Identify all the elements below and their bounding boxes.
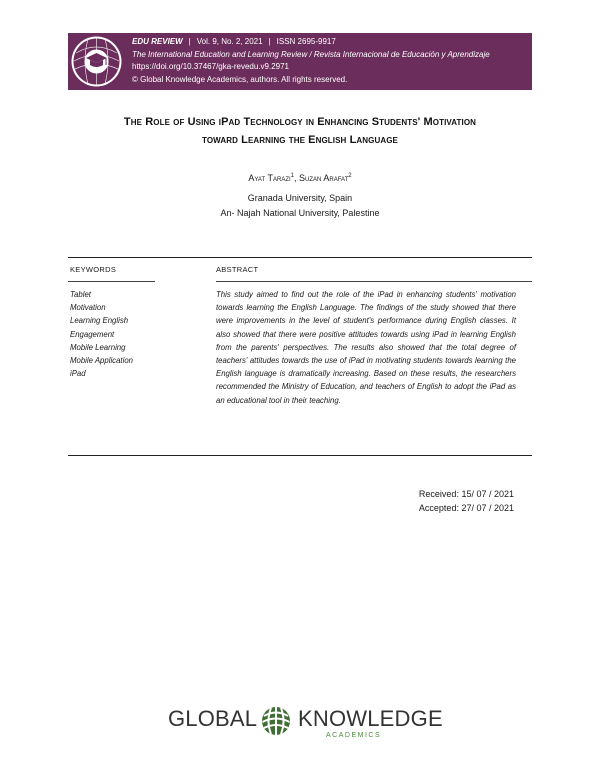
keywords-heading: KEYWORDS <box>70 265 117 274</box>
author-affiliation-marker: 2 <box>348 173 352 179</box>
keywords-rule <box>68 281 155 282</box>
affiliation: Granada University, Spain <box>247 193 353 203</box>
keyword-item: Mobile Learning <box>70 342 126 352</box>
author-affiliation-marker: 1 <box>290 173 295 179</box>
abstract-body: This study aimed to find out the role of the iPad in enhancing students' motivation towards learning the English Language. The findings of the study showed that there were improvements in the level of student's performance during English classes. It also showed that there were positive attitudes towards using iPad in learning English from the parents' perspectives. The results also showed that the total degree of teachers' attitudes towards the use of iPad in motivating students towards learning the English language is dramatically increasing. Based on these results, the researchers recommended the Ministry of Education, and teachers of English to adopt the iPad as an educational tool in their teaching. <box>216 290 516 405</box>
publisher-logo <box>168 705 443 745</box>
keywords-list <box>70 288 133 380</box>
journal-logo <box>68 33 125 90</box>
abstract-heading: ABSTRACT <box>216 265 259 274</box>
section-divider-top <box>68 257 532 258</box>
abstract-rule <box>216 281 532 282</box>
affiliation: An- Najah National University, Palestine <box>220 208 380 218</box>
graduation-cap-logo-icon <box>68 33 125 90</box>
author-name: Suzan Arafat <box>299 173 349 183</box>
journal-issn: ISSN 2695-9917 <box>276 37 336 46</box>
keyword-item: Learning English <box>70 316 129 326</box>
globe-icon <box>259 705 293 737</box>
received-date: Received: 15/ 07 / 2021 <box>418 489 514 499</box>
author-name: Ayat Tarazi <box>248 173 291 183</box>
journal-subtitle: The International Education and Learning Review / Revista Internacional de Educación y Aprendizaje <box>132 49 490 59</box>
keyword-item: Motivation <box>70 303 106 313</box>
article-title-line-1: The Role of Using iPad Technology in Enhancing Students' Motivation <box>123 116 477 128</box>
submission-dates <box>419 487 514 515</box>
section-divider-bottom <box>68 455 532 456</box>
journal-meta-line: EDU REVIEW | Vol. 9, No. 2, 2021 | ISSN 2695-9917 <box>132 37 336 46</box>
keyword-item: Engagement <box>70 329 115 339</box>
accepted-date: Accepted: 27/ 07 / 2021 <box>418 503 514 513</box>
article-title-line-2: toward Learning the English Language <box>201 134 398 146</box>
publisher-logo-word-global: GLOBAL <box>168 706 258 731</box>
author-list <box>0 173 600 183</box>
keyword-item: Tablet <box>70 290 91 299</box>
keyword-item: Mobile Application <box>70 356 133 366</box>
doi-link[interactable]: https://doi.org/10.37467/gka-revedu.v9.2971 <box>132 62 289 71</box>
journal-name: EDU REVIEW <box>132 37 183 46</box>
author-separator: , <box>294 173 300 183</box>
keyword-item: iPad <box>70 369 86 379</box>
journal-header-text <box>132 36 532 86</box>
journal-volume: Vol. 9, No. 2, 2021 <box>196 37 263 46</box>
publisher-logo-word-knowledge: KNOWLEDGE <box>298 706 443 731</box>
copyright-notice: © Global Knowledge Academics, authors. All rights reserved. <box>132 74 348 84</box>
article-title <box>60 113 540 149</box>
publisher-logo-tagline: ACADEMICS <box>326 732 382 739</box>
